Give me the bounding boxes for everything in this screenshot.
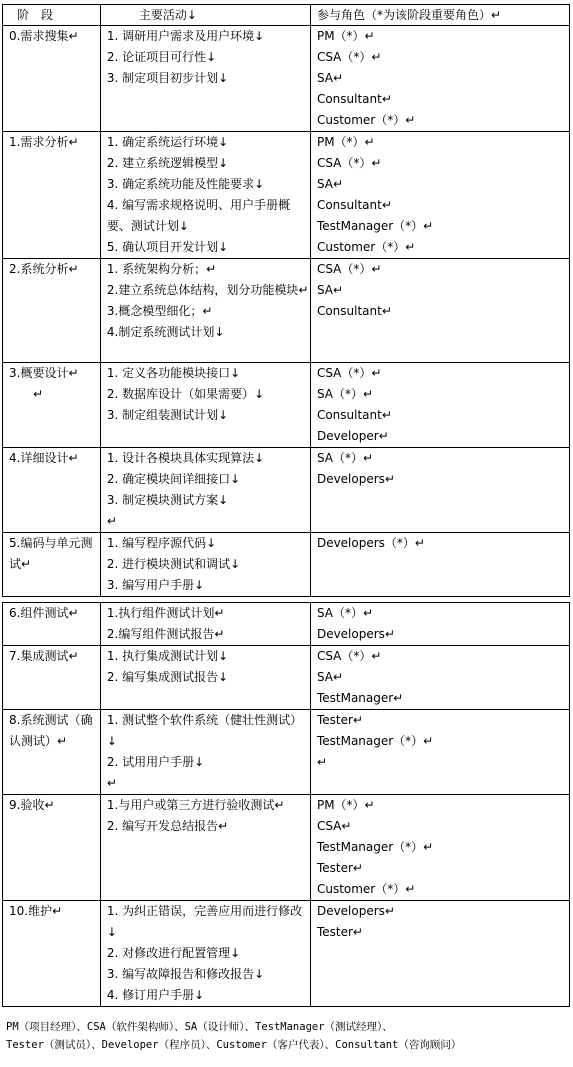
role-item: Developers↵ bbox=[316, 472, 395, 486]
phase-row bbox=[3, 259, 570, 363]
header-row bbox=[3, 5, 570, 26]
activities-cell bbox=[100, 26, 310, 132]
role-item: ↵ bbox=[316, 755, 328, 769]
stage-cell bbox=[3, 603, 101, 646]
stage-cell bbox=[3, 259, 101, 363]
role-item: Customer（*）↵ bbox=[316, 240, 416, 254]
phase-row bbox=[3, 795, 570, 901]
activity-item: 2. 确定模块间详细接口↓ bbox=[106, 472, 241, 486]
roles-cell bbox=[310, 646, 569, 710]
header-stage: 阶 段 bbox=[3, 5, 101, 26]
role-item: Tester↵ bbox=[316, 861, 363, 875]
stage-cell bbox=[3, 448, 101, 533]
legend-line-1: PM（项目经理）、CSA（软件架构师）、SA（设计师）、TestManager（测试经理）、 bbox=[6, 1021, 393, 1033]
stage-cell bbox=[3, 363, 101, 448]
activity-item: 3.概念模型细化；↵ bbox=[106, 304, 213, 318]
activities-cell bbox=[100, 259, 310, 363]
activity-item: 2. 试用用户手册↓ bbox=[106, 755, 205, 769]
role-item: SA（*）↵ bbox=[316, 451, 374, 465]
activities-cell bbox=[100, 603, 310, 646]
activity-item: 2. 进行模块测试和调试↓ bbox=[106, 557, 241, 571]
role-item: SA↵ bbox=[316, 670, 344, 684]
phase-table-part1 bbox=[2, 4, 570, 597]
activity-item: 3. 编写故障报告和修改报告↓ bbox=[106, 967, 265, 981]
activities-cell bbox=[100, 901, 310, 1007]
activities-cell bbox=[100, 132, 310, 259]
activity-item: 4. 编写需求规格说明、用户手册概要、测试计划↓ bbox=[106, 198, 291, 233]
role-item: Tester↵ bbox=[316, 925, 363, 939]
stage-cell bbox=[3, 132, 101, 259]
legend-line-2: Tester（测试员）、Developer（程序员）、Customer（客户代表）、Consultant（咨询顾问） bbox=[6, 1039, 462, 1051]
role-item: TestManager（*）↵ bbox=[316, 219, 434, 233]
role-item: TestManager↵ bbox=[316, 691, 404, 705]
role-item: Consultant↵ bbox=[316, 92, 392, 106]
activity-item: ↵ bbox=[106, 776, 117, 790]
role-item: Developers↵ bbox=[316, 904, 395, 918]
activity-item: 2.建立系统总体结构，划分功能模块↵ bbox=[106, 283, 309, 297]
role-item: PM（*）↵ bbox=[316, 798, 375, 812]
role-legend bbox=[6, 1018, 568, 1054]
activities-cell bbox=[100, 646, 310, 710]
activity-item: 1. 确定系统运行环境↓ bbox=[106, 135, 229, 149]
role-item: Consultant↵ bbox=[316, 198, 392, 212]
activities-cell bbox=[100, 710, 310, 795]
phase-row bbox=[3, 26, 570, 132]
role-item: CSA（*）↵ bbox=[316, 50, 382, 64]
stage-cell bbox=[3, 710, 101, 795]
phase-row bbox=[3, 363, 570, 448]
role-item: SA（*）↵ bbox=[316, 387, 374, 401]
role-item: Tester↵ bbox=[316, 713, 363, 727]
header-roles: 参与角色（*为该阶段重要角色）↵ bbox=[310, 5, 569, 26]
role-item: CSA（*）↵ bbox=[316, 156, 382, 170]
role-item: SA（*）↵ bbox=[316, 606, 374, 620]
role-item: Customer（*）↵ bbox=[316, 882, 416, 896]
phase-row bbox=[3, 901, 570, 1007]
phase-row bbox=[3, 448, 570, 533]
role-item: TestManager（*）↵ bbox=[316, 840, 434, 854]
role-item: SA↵ bbox=[316, 71, 344, 85]
phase-row bbox=[3, 132, 570, 259]
activity-item: 3. 编写用户手册↓ bbox=[106, 578, 205, 592]
activities-cell bbox=[100, 363, 310, 448]
role-item: TestManager（*）↵ bbox=[316, 734, 434, 748]
stage-name: 10.维护↵ bbox=[9, 904, 63, 918]
role-item: Developer↵ bbox=[316, 429, 389, 443]
stage-name: 5.编码与单元测试↵ bbox=[9, 536, 93, 571]
role-item: Consultant↵ bbox=[316, 408, 392, 422]
role-item: CSA（*）↵ bbox=[316, 262, 382, 276]
role-item: SA↵ bbox=[316, 283, 344, 297]
stage-name: 6.组件测试↵ bbox=[9, 606, 79, 620]
stage-cell bbox=[3, 533, 101, 597]
activity-item: 2. 建立系统逻辑模型↓ bbox=[106, 156, 229, 170]
roles-cell bbox=[310, 533, 569, 597]
activity-item: 5. 确认项目开发计划↓ bbox=[106, 240, 229, 254]
activity-item: 1. 执行集成测试计划↓ bbox=[106, 649, 229, 663]
phase-row bbox=[3, 710, 570, 795]
stage-name: 1.需求分析↵ bbox=[9, 135, 79, 149]
activity-item: 4.制定系统测试计划↓ bbox=[106, 325, 225, 339]
roles-cell bbox=[310, 132, 569, 259]
activity-item: 1. 定义各功能模块接口↓ bbox=[106, 366, 241, 380]
activities-cell bbox=[100, 448, 310, 533]
activity-item: 2. 对修改进行配置管理↓ bbox=[106, 946, 241, 960]
role-item: SA↵ bbox=[316, 177, 344, 191]
roles-cell bbox=[310, 26, 569, 132]
activity-item: 3. 制定项目初步计划↓ bbox=[106, 71, 229, 85]
activity-item: 1. 调研用户需求及用户环境↓ bbox=[106, 29, 265, 43]
roles-cell bbox=[310, 901, 569, 1007]
role-item: Consultant↵ bbox=[316, 304, 392, 318]
activity-item: 3. 制定组装测试计划↓ bbox=[106, 408, 229, 422]
activity-item: 1. 测试整个软件系统（健壮性测试）↓ bbox=[106, 713, 303, 748]
role-item: Developers↵ bbox=[316, 627, 395, 641]
stage-cell bbox=[3, 26, 101, 132]
roles-cell bbox=[310, 603, 569, 646]
activity-item: 2.编写组件测试报告↵ bbox=[106, 627, 225, 641]
header-activities: 主要活动↓ bbox=[100, 5, 310, 26]
stage-name: 9.验收↵ bbox=[9, 798, 55, 812]
role-item: Customer（*）↵ bbox=[316, 113, 416, 127]
activity-item: ↵ bbox=[106, 514, 117, 528]
activity-item: 1. 设计各模块具体实现算法↓ bbox=[106, 451, 265, 465]
activity-item: 1. 为纠正错误，完善应用而进行修改↓ bbox=[106, 904, 303, 939]
stage-cell bbox=[3, 901, 101, 1007]
stage-name: 4.详细设计↵ bbox=[9, 451, 79, 465]
phase-row bbox=[3, 646, 570, 710]
activity-item: 2. 数据库设计（如果需要）↓ bbox=[106, 387, 265, 401]
activities-cell bbox=[100, 533, 310, 597]
roles-cell bbox=[310, 259, 569, 363]
stage-name: 3.概要设计↵ bbox=[9, 366, 79, 380]
activity-item: 1.与用户或第三方进行验收测试↵ bbox=[106, 798, 285, 812]
activities-cell bbox=[100, 795, 310, 901]
stage-extra-mark: ↵ bbox=[33, 387, 44, 401]
role-item: CSA（*）↵ bbox=[316, 649, 382, 663]
stage-name: 0.需求搜集↵ bbox=[9, 29, 79, 43]
activity-item: 1. 系统架构分析；↵ bbox=[106, 262, 217, 276]
role-item: CSA↵ bbox=[316, 819, 352, 833]
activity-item: 1. 编写程序源代码↓ bbox=[106, 536, 217, 550]
stage-name: 2.系统分析↵ bbox=[9, 262, 79, 276]
stage-cell bbox=[3, 646, 101, 710]
activity-item: 4. 修订用户手册↓ bbox=[106, 988, 205, 1002]
activity-item: 2. 编写集成测试报告↓ bbox=[106, 670, 229, 684]
role-item: CSA（*）↵ bbox=[316, 366, 382, 380]
phase-table-part2 bbox=[2, 602, 570, 1007]
stage-name: 7.集成测试↵ bbox=[9, 649, 79, 663]
stage-cell bbox=[3, 795, 101, 901]
roles-cell bbox=[310, 448, 569, 533]
phase-row bbox=[3, 603, 570, 646]
roles-cell bbox=[310, 710, 569, 795]
role-item: PM（*）↵ bbox=[316, 135, 375, 149]
roles-cell bbox=[310, 795, 569, 901]
activity-item: 2. 编写开发总结报告↵ bbox=[106, 819, 229, 833]
activity-item: 3. 确定系统功能及性能要求↓ bbox=[106, 177, 265, 191]
activity-item: 3. 制定模块测试方案↓ bbox=[106, 493, 229, 507]
stage-name: 8.系统测试（确认测试）↵ bbox=[9, 713, 93, 748]
activity-item: 2. 论证项目可行性↓ bbox=[106, 50, 217, 64]
roles-cell bbox=[310, 363, 569, 448]
activity-item: 1.执行组件测试计划↵ bbox=[106, 606, 225, 620]
role-item: PM（*）↵ bbox=[316, 29, 375, 43]
role-item: Developers（*）↵ bbox=[316, 536, 425, 550]
phase-row bbox=[3, 533, 570, 597]
